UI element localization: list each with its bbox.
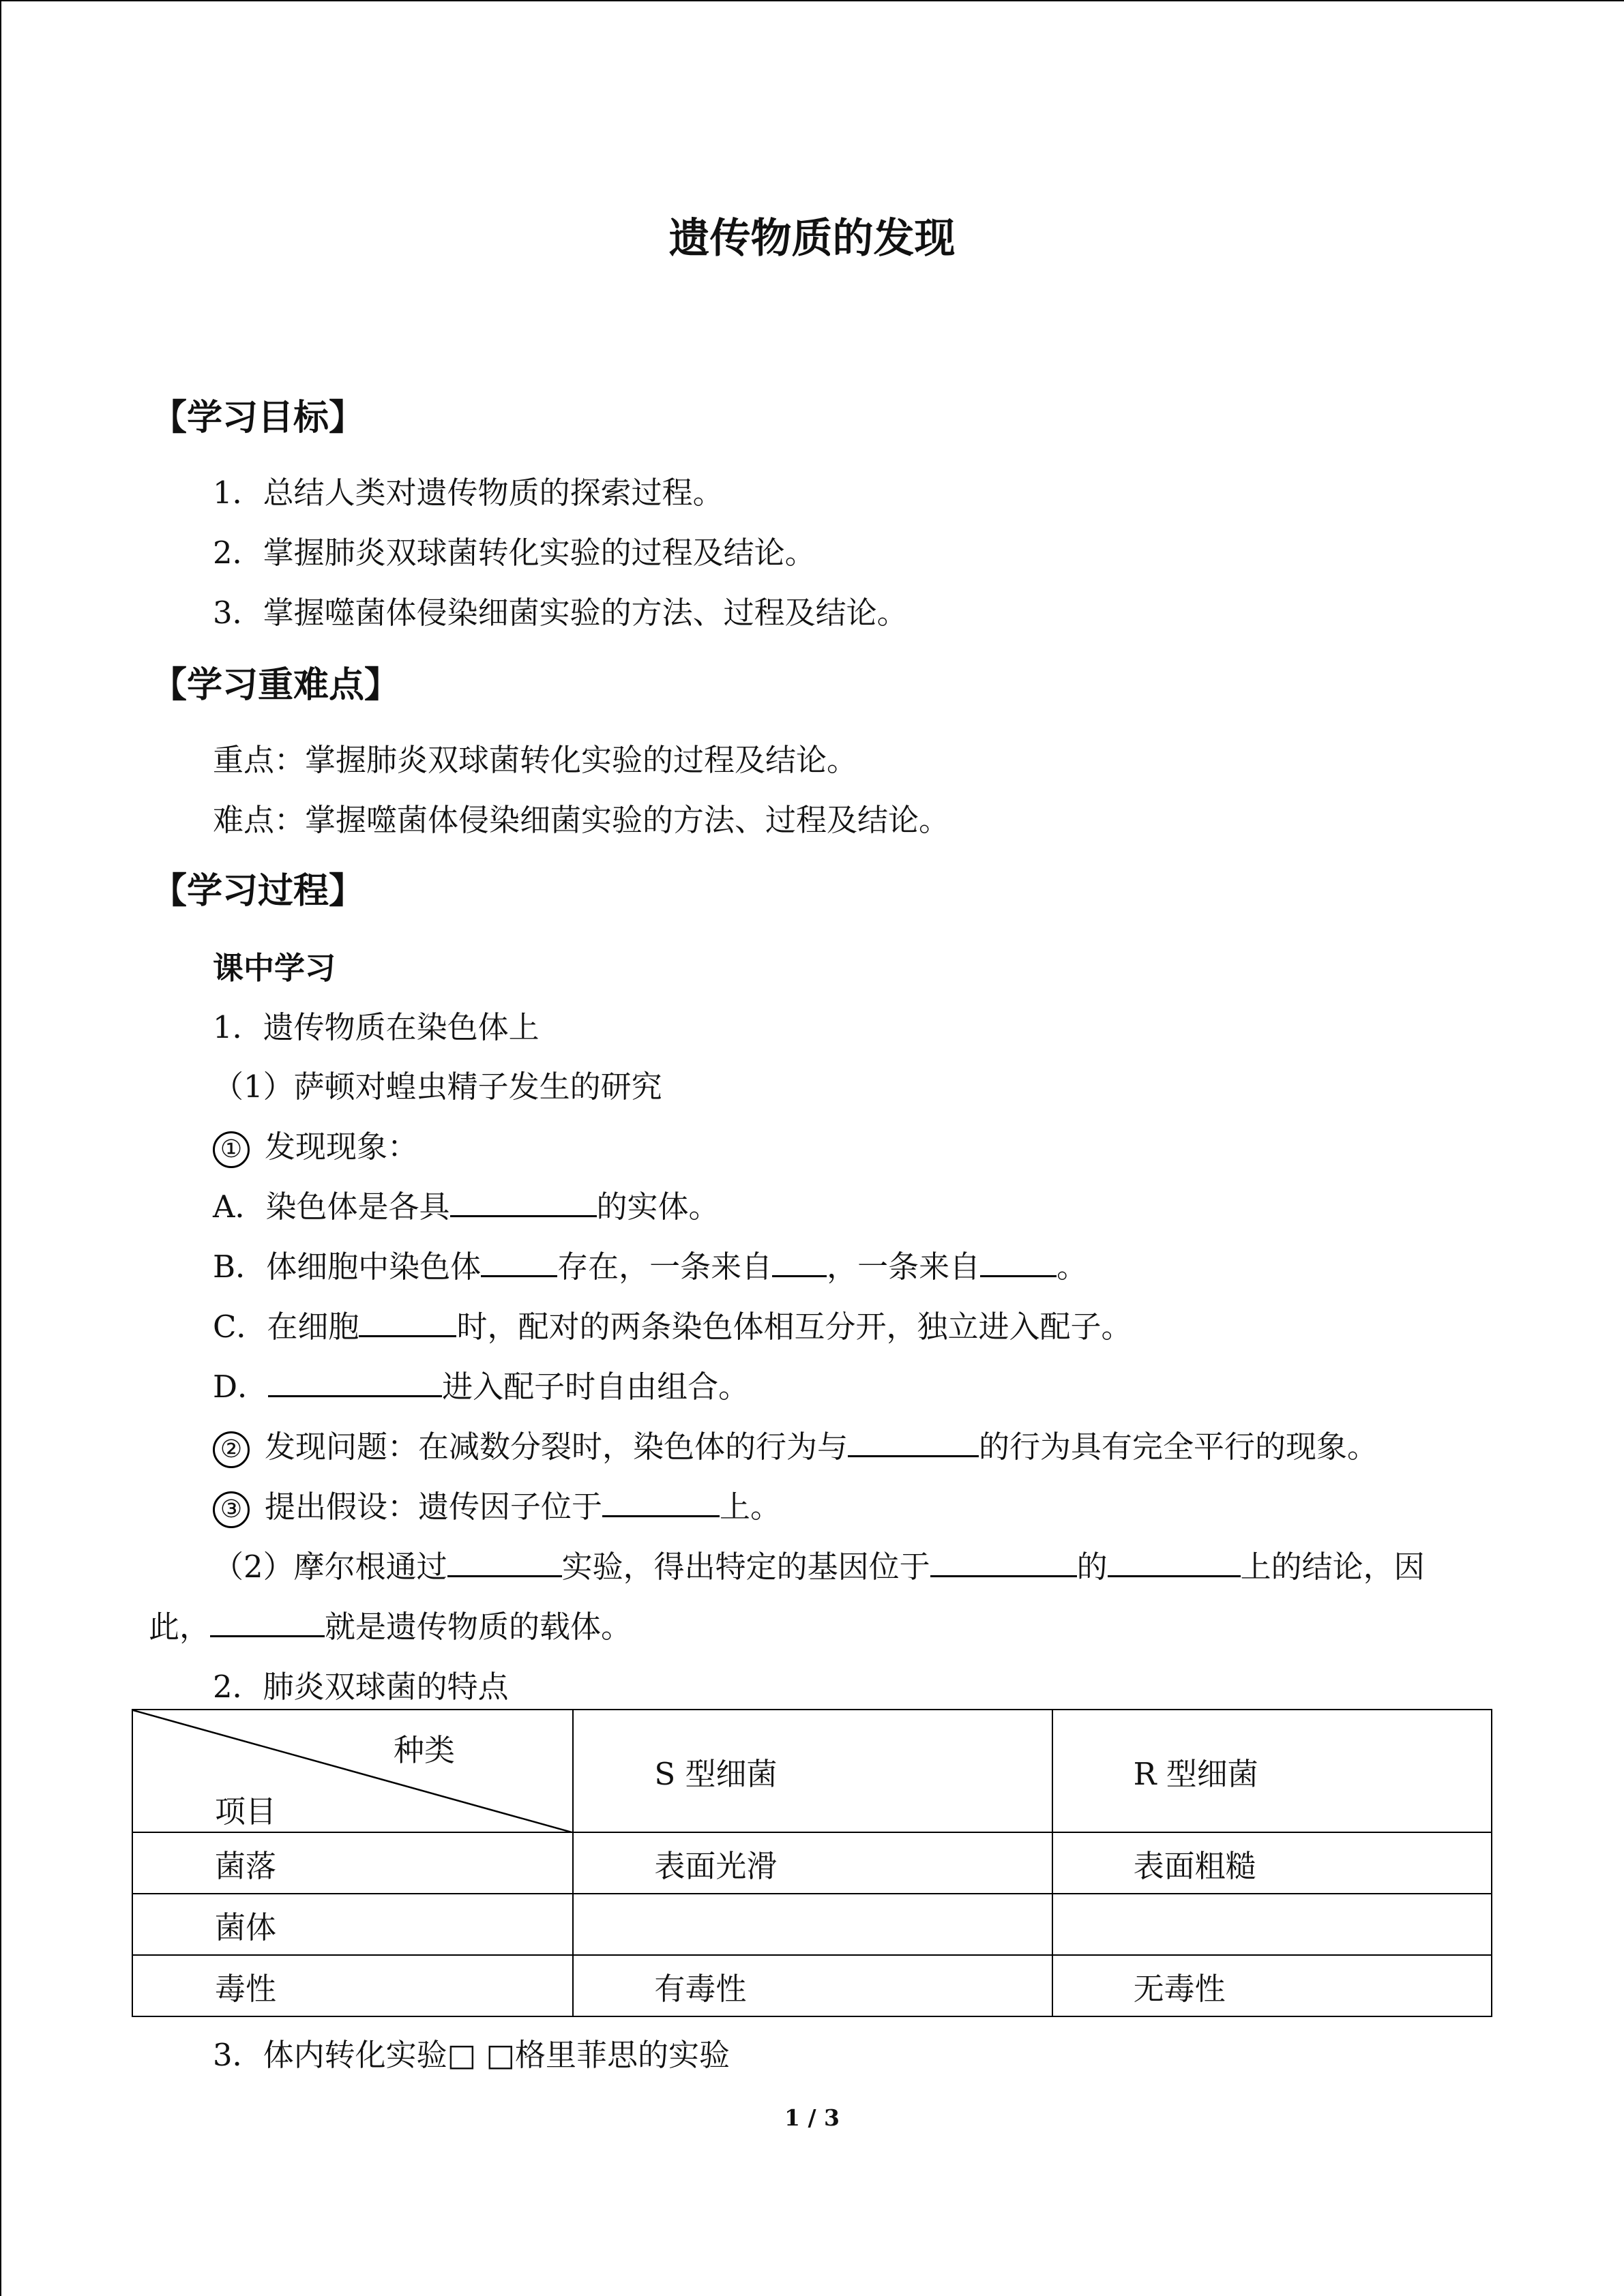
- row-label: 菌体: [132, 1894, 573, 1955]
- morgan-line: [213, 1547, 1425, 1587]
- header-kind-label: 种类: [394, 1732, 456, 1768]
- diagonal-line: [133, 1710, 574, 1833]
- section-process-heading: 【学习过程】: [151, 871, 365, 912]
- morgan-line-2: [149, 1607, 632, 1648]
- line-b: [213, 1247, 1087, 1287]
- row-label: 菌落: [132, 1832, 573, 1894]
- blank: [481, 1247, 557, 1277]
- table-header-row: [132, 1710, 1492, 1832]
- text: 此，: [149, 1609, 211, 1645]
- circled-number: ①: [213, 1131, 250, 1168]
- header-r-bacteria: R 型细菌: [1052, 1710, 1492, 1832]
- text: 的行为具有完全平行的现象。: [979, 1429, 1378, 1465]
- blank: [359, 1307, 456, 1337]
- cell-s: [573, 1894, 1052, 1955]
- text: （2）摩尔根通过: [213, 1549, 447, 1585]
- diagonal-header-cell: [132, 1710, 573, 1832]
- header-s-bacteria: S 型细菌: [573, 1710, 1052, 1832]
- finding-line: [213, 1127, 418, 1168]
- goal-item: 3．掌握噬菌体侵染细菌实验的方法、过程及结论。: [213, 595, 908, 631]
- table-row: [132, 1832, 1492, 1894]
- text: 进入配子时自由组合。: [442, 1369, 750, 1405]
- header-item-label: 项目: [215, 1793, 277, 1830]
- cell-s: 表面光滑: [573, 1832, 1052, 1894]
- goal-item: 2．掌握肺炎双球菌转化实验的过程及结论。: [213, 535, 816, 571]
- item-3: 3．体内转化实验□ □格里菲思的实验: [213, 2037, 730, 2073]
- table-row: [132, 1894, 1492, 1955]
- text: A．染色体是各具: [213, 1189, 450, 1225]
- line-a: [213, 1187, 720, 1227]
- table-row: [132, 1955, 1492, 2016]
- key-point: 重点：掌握肺炎双球菌转化实验的过程及结论。: [213, 742, 858, 778]
- blank: [268, 1367, 442, 1397]
- text: D．: [213, 1369, 269, 1405]
- goal-item: 1．总结人类对遗传物质的探索过程。: [213, 475, 724, 511]
- blank: [1108, 1547, 1241, 1577]
- text: 提出假设：遗传因子位于: [265, 1489, 603, 1525]
- blank: [848, 1427, 979, 1457]
- circled-number: ②: [213, 1431, 250, 1468]
- blank: [980, 1247, 1057, 1277]
- item-2: 2．肺炎双球菌的特点: [213, 1669, 509, 1705]
- line-d: [213, 1367, 749, 1407]
- text: B．体细胞中染色体: [213, 1249, 482, 1285]
- row-label: 毒性: [132, 1955, 573, 2016]
- text: 就是遗传物质的载体。: [325, 1609, 632, 1645]
- blank: [930, 1547, 1077, 1577]
- text: ，一条来自: [827, 1249, 981, 1285]
- blank: [602, 1487, 720, 1517]
- blank: [772, 1247, 827, 1277]
- section-goals-heading: 【学习目标】: [151, 398, 365, 438]
- text: 的: [1076, 1549, 1108, 1585]
- text: 上。: [720, 1489, 782, 1525]
- text: 发现问题：在减数分裂时，染色体的行为与: [265, 1429, 848, 1465]
- blank: [210, 1607, 325, 1637]
- text: C．在细胞: [213, 1309, 359, 1345]
- text: 上的结论，因: [1240, 1549, 1425, 1585]
- difficult-point: 难点：掌握噬菌体侵染细菌实验的方法、过程及结论。: [213, 802, 950, 838]
- page-title: 遗传物质的发现: [668, 215, 956, 263]
- hypothesis-line: [213, 1487, 781, 1528]
- cell-r: 表面粗糙: [1052, 1832, 1492, 1894]
- cell-r: [1052, 1894, 1492, 1955]
- section-keys-heading: 【学习重难点】: [151, 665, 400, 706]
- finding-label: 发现现象：: [265, 1129, 419, 1165]
- blank: [450, 1187, 597, 1217]
- cell-r: 无毒性: [1052, 1955, 1492, 2016]
- item-1: 1．遗传物质在染色体上: [213, 1009, 540, 1045]
- text: 存在，一条来自: [557, 1249, 773, 1285]
- bacteria-table: [132, 1709, 1492, 2017]
- text: 的实体。: [596, 1189, 720, 1225]
- blank: [447, 1547, 562, 1577]
- line-c: [213, 1307, 1132, 1347]
- cell-s: 有毒性: [573, 1955, 1052, 2016]
- subheading: 课中学习: [213, 950, 336, 986]
- item-1-1: （1）萨顿对蝗虫精子发生的研究: [213, 1069, 662, 1105]
- page-number: 1 / 3: [784, 2104, 840, 2131]
- question-line: [213, 1427, 1378, 1468]
- text: 实验，得出特定的基因位于: [561, 1549, 930, 1585]
- text: 。: [1057, 1249, 1088, 1285]
- text: 时，配对的两条染色体相互分开，独立进入配子。: [456, 1309, 1132, 1345]
- circled-number: ③: [213, 1491, 250, 1528]
